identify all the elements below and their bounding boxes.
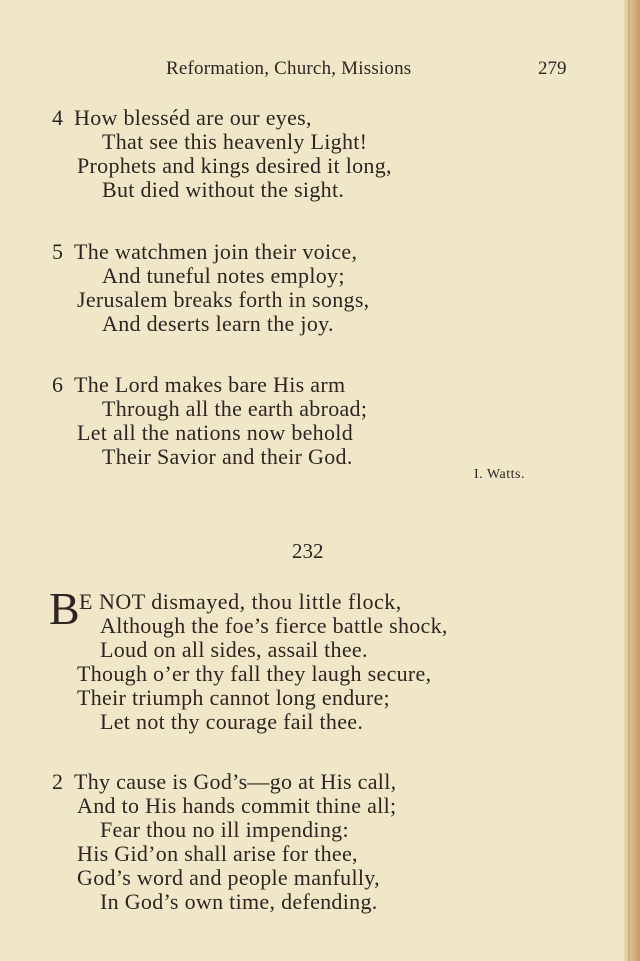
- verse-line: God’s word and people manfully,: [77, 865, 380, 890]
- verse-line: But died without the sight.: [102, 177, 345, 202]
- verse-line: And to His hands commit thine all;: [77, 793, 397, 818]
- verse-line: Though o’er thy fall they laugh secure,: [77, 661, 432, 686]
- verse-line: His Gid’on shall arise for thee,: [77, 841, 358, 866]
- page-edge: [624, 0, 640, 961]
- verse-line: Their Savior and their God.: [102, 444, 353, 469]
- verse-line: Although the foe’s fierce battle shock,: [100, 613, 448, 638]
- verse-number: 5: [52, 239, 64, 264]
- verse-line: Let not thy courage fail thee.: [100, 709, 364, 734]
- verse-line: 4 How blesséd are our eyes,: [52, 105, 312, 130]
- verse-line: Loud on all sides, assail thee.: [100, 637, 368, 662]
- verse-line: Let all the nations now behold: [77, 420, 353, 445]
- verse-number: 6: [52, 372, 64, 397]
- verse-line: 6 The Lord makes bare His arm: [52, 372, 346, 397]
- verse-line: Jerusalem breaks forth in songs,: [77, 287, 370, 312]
- verse-line: And tuneful notes employ;: [102, 263, 345, 288]
- verse-line: E NOT dismayed, thou little flock,: [79, 589, 402, 614]
- running-header: Reformation, Church, Missions: [166, 58, 412, 79]
- author-attribution: I. Watts.: [474, 467, 525, 482]
- verse-line: 2 Thy cause is God’s—go at His call,: [52, 769, 397, 794]
- verse-line: Through all the earth abroad;: [102, 396, 368, 421]
- verse-line: 5 The watchmen join their voice,: [52, 239, 358, 264]
- verse-line: And deserts learn the joy.: [102, 311, 334, 336]
- verse-line: That see this heavenly Light!: [102, 129, 368, 154]
- verse-number: 4: [52, 105, 64, 130]
- hymn-number: 232: [292, 539, 324, 563]
- verse-line: Fear thou no ill impending:: [100, 817, 349, 842]
- verse-line: In God’s own time, defending.: [100, 889, 378, 914]
- drop-cap: B: [49, 583, 80, 634]
- verse-number: 2: [52, 769, 64, 794]
- verse-line: Their triumph cannot long endure;: [77, 685, 390, 710]
- verse-line: Prophets and kings desired it long,: [77, 153, 392, 178]
- page-number: 279: [538, 58, 567, 79]
